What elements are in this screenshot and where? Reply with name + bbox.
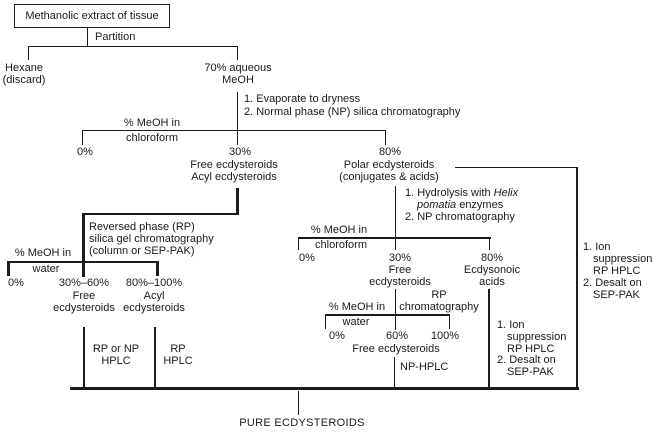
axis-label-meoh-chloroform: % MeOH in <box>123 117 181 129</box>
process-reversed-phase-chromatography <box>89 221 214 257</box>
node-free-ecdysteroids <box>53 290 115 314</box>
node-free-ecdysteroids <box>369 264 431 288</box>
connector-line <box>395 289 396 330</box>
process-step: 2. Normal phase (NP) silica chromatography <box>244 106 461 118</box>
node-free-acyl-ecdysteroids <box>190 159 277 183</box>
connector-line <box>488 289 490 388</box>
connector-line <box>298 391 299 415</box>
node-pure-ecdysteroids: PURE ECDYSTEROIDS <box>239 417 365 429</box>
connector-line <box>28 46 238 47</box>
connector-line <box>237 46 238 60</box>
connector-line <box>82 213 85 277</box>
node-label: acids <box>479 275 505 288</box>
node-polar-ecdysteroids <box>339 159 439 183</box>
node-label: (conjugates & acids) <box>339 171 439 183</box>
node-free-ecdysteroids: Free ecdysteroids <box>352 343 440 355</box>
process-step: SEP-PAK <box>507 366 554 379</box>
node-label: Hexane <box>5 62 43 74</box>
axis-label-meoh-chloroform: chloroform <box>315 239 367 251</box>
species-name: Helix <box>493 186 519 199</box>
connector-line <box>87 28 88 46</box>
axis-label-meoh-water: water <box>342 316 370 328</box>
node-label: ecdysteroids <box>53 301 115 314</box>
connector-line <box>395 186 396 250</box>
fraction-0pct: 0% <box>329 330 345 342</box>
process-step: 2. Desalt on <box>497 354 556 367</box>
species-name: pomatia <box>417 198 457 211</box>
process-step: chromatography <box>399 300 479 313</box>
fraction-30pct: 30% <box>388 251 412 264</box>
fraction-100pct: 100% <box>430 330 460 342</box>
partition-label: Partition <box>95 31 136 43</box>
node-label: 70% aqueous <box>204 62 272 74</box>
connector-line <box>489 237 490 250</box>
fraction-0pct: 0% <box>77 146 93 158</box>
node-label: Acyl ecdysteroids <box>191 171 277 183</box>
process-rp-or-np-hplc <box>93 343 139 367</box>
axis-label-meoh-water: water <box>32 262 60 275</box>
process-step: silica gel chromatography <box>89 233 214 245</box>
node-label: Free ecdysteroids <box>190 159 278 171</box>
node-70-aqueous-meoh <box>204 62 271 86</box>
process-step <box>405 199 518 211</box>
connector-line <box>154 327 156 389</box>
connector-line <box>28 46 29 60</box>
connector-line <box>82 130 386 131</box>
process-hydrolysis-helix-pomatia <box>405 187 518 223</box>
node-label: Methanolic extract of tissue <box>25 10 159 22</box>
node-label: ecdysteroids <box>369 275 431 288</box>
axis-label-meoh-water: % MeOH in <box>328 301 386 313</box>
fraction-80pct: 80% <box>378 146 402 158</box>
fraction-60pct: 60% <box>385 330 409 342</box>
connector-line <box>455 167 578 168</box>
node-label: MeOH <box>222 74 254 86</box>
process-step: 1. Evaporate to dryness <box>244 93 361 105</box>
node-label: Free <box>388 263 412 276</box>
process-step-text: enzymes <box>456 198 504 211</box>
node-methanolic-extract <box>14 4 170 28</box>
connector-line <box>236 188 239 215</box>
fraction-80-100pct: 80%–100% <box>125 277 183 289</box>
process-step: 2. NP chromatography <box>405 210 515 223</box>
process-rp-hplc <box>163 343 192 367</box>
connector-line <box>325 314 326 329</box>
connector-line <box>576 167 578 389</box>
connector-line <box>394 357 395 388</box>
process-step: RP <box>170 342 186 355</box>
process-step-text: 1. Hydrolysis with <box>405 186 494 199</box>
connector-line <box>70 387 579 390</box>
node-label: ecdysteroids <box>123 301 185 314</box>
fraction-30pct: 30% <box>228 146 252 158</box>
process-step: suppression <box>593 253 653 265</box>
connector-line <box>156 261 159 276</box>
process-step: RP HPLC <box>593 265 641 277</box>
connector-line <box>82 130 83 145</box>
node-label: Polar ecdysteroids <box>343 159 435 171</box>
fraction-0pct: 0% <box>299 251 315 264</box>
process-step: RP <box>431 288 447 301</box>
process-step: 1. Ion <box>497 319 525 331</box>
fraction-0pct: 0% <box>8 277 24 289</box>
fraction-80pct: 80% <box>480 251 504 264</box>
connector-line <box>237 92 238 145</box>
node-ecdysonoic-acids <box>464 264 520 288</box>
connector-line <box>7 261 159 264</box>
connector-line <box>385 130 386 145</box>
process-step: SEP-PAK <box>593 289 640 301</box>
node-label: (discard) <box>2 74 46 86</box>
process-np-hplc: NP-HPLC <box>400 361 449 373</box>
process-step: RP or NP <box>92 342 140 355</box>
process-step: 1. Ion <box>583 241 611 253</box>
connector-line <box>449 314 450 329</box>
connector-line <box>298 237 299 250</box>
process-step: HPLC <box>101 354 131 367</box>
axis-label-meoh-water: % MeOH in <box>14 247 72 259</box>
process-evaporate-np-chromatography <box>244 93 460 119</box>
axis-label-meoh-chloroform: chloroform <box>126 132 178 144</box>
connector-line <box>7 261 10 276</box>
fraction-30-60pct: 30%–60% <box>58 277 110 289</box>
process-step: (column or SEP-PAK) <box>89 245 195 257</box>
connector-line <box>83 327 85 389</box>
process-rp-chromatography <box>399 289 479 313</box>
process-ion-suppression-desalt <box>583 241 652 301</box>
process-step: 2. Desalt on <box>583 277 642 289</box>
process-step: HPLC <box>163 354 193 367</box>
node-acyl-ecdysteroids <box>123 290 185 314</box>
axis-label-meoh-chloroform: % MeOH in <box>310 224 368 236</box>
process-step: RP HPLC <box>507 342 555 355</box>
node-label: Ecdysonoic <box>463 263 521 276</box>
process-ion-suppression-desalt <box>497 320 566 379</box>
node-label: Free <box>72 289 96 302</box>
process-step: suppression <box>507 330 567 343</box>
process-step <box>405 187 518 199</box>
node-hexane <box>3 62 46 86</box>
connector-line <box>82 213 239 216</box>
node-label: Acyl <box>143 289 165 302</box>
process-step: Reversed phase (RP) <box>89 221 195 233</box>
